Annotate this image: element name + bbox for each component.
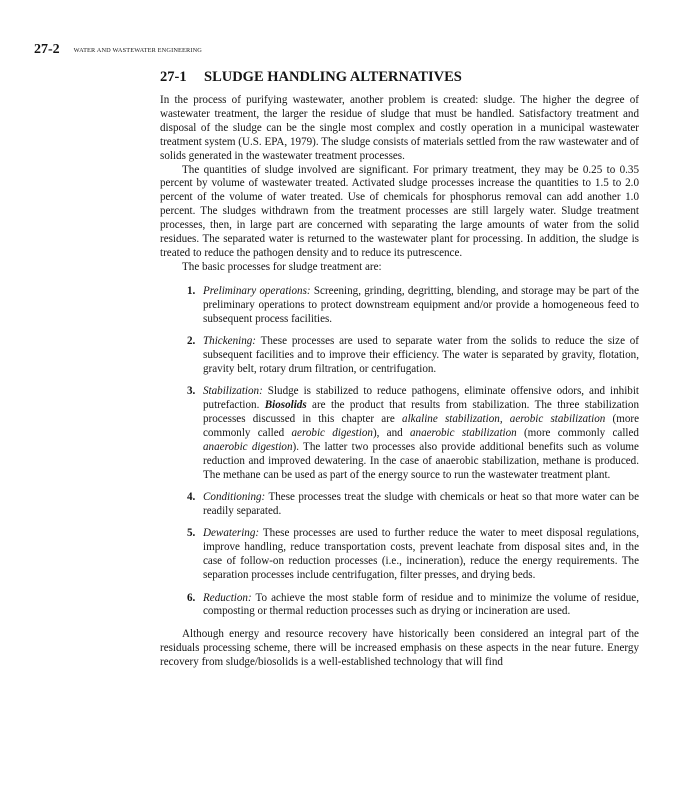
paragraph-intro: In the process of purifying wastewater, another problem is created: sludge. The higher the degree of wastewater treatment, the larger the residue of sludge that must be handled. Satisfactory treatment and disposal of the sludge can be the single most complex and costly operation in a municipal wastewater treatment system (U.S. EPA, 1979). The sludge consists of materials settled from the raw wastewater and of solids generated in the wastewater treatment processes. (160, 94, 639, 162)
list-item-number: 6. (187, 591, 196, 604)
page-number: 27-2 (34, 42, 60, 57)
list-item-term-biosolids: Biosolids (264, 399, 307, 412)
list-item (160, 592, 639, 620)
list-item-term: Thickening: (203, 335, 256, 347)
list-item-text: (more commonly called (203, 413, 639, 439)
section-body (160, 94, 639, 670)
list-item-emphasis: anaerobic digestion (203, 440, 293, 453)
list-item (160, 527, 639, 583)
list-item (160, 285, 639, 327)
list-item-text: Screening, grinding, degritting, blending, and storage may be part of the preliminary operations to protect downstream equipment and/or provide a homogeneous feed to subsequent process facilities. (203, 284, 639, 325)
list-item-number: 1. (187, 284, 196, 297)
running-title: WATER AND WASTEWATER ENGINEERING (73, 47, 203, 54)
list-item (160, 385, 639, 482)
paragraph-quantities: The quantities of sludge involved are significant. For primary treatment, they may be 0.25 to 0.35 percent by volume of wastewater treated. Activated sludge processes increase the quantities to 1.5 to 2.0 percent of the volume of water treated. Use of chemicals for phosphorus removal can add another 1.0 percent. The sludges withdrawn from the treatment processes are still largely water. Sludge treatment processes, then, in large part are concerned with separating the large amounts of water from the solid residues. The separated water is returned to the wastewater plant for processing. In addition, the sludge is treated to reduce the pathogen density and to reduce its putrescence. (160, 163, 639, 259)
process-list (160, 285, 639, 620)
list-item-emphasis: alkaline stabilization, aerobic stabilization (402, 413, 606, 426)
section-27-1 (160, 69, 639, 670)
list-item-number: 4. (187, 491, 196, 504)
list-item-text: These processes are used to separate water from the solids to reduce the size of subsequent facilities and to improve their efficiency. The water is separated by gravity, flotation, gravity belt, rotary drum filtration, or centrifugation. (203, 335, 639, 375)
list-item-text: These processes are used to further reduce the water to meet disposal regulations, improve handling, reduce transportation costs, prevent leachate from disposal sites and, in the case of follow-on reduction processes (i.e., incineration), reduce the energy requirements. The separation processes include centrifugation, filter presses, and drying beds. (203, 527, 639, 582)
list-item-text: ). The latter two processes also provide additional benefits such as volume reduction and improved dewatering. In the case of anaerobic stabilization, methane is produced. The methane can be used as part of the energy source to run the wastewater treatment plant. (203, 440, 639, 481)
list-item-text: These processes treat the sludge with chemicals or heat so that more water can be readily separated. (203, 491, 639, 517)
list-item-number: 5. (187, 527, 196, 540)
section-title: SLUDGE HANDLING ALTERNATIVES (204, 69, 462, 85)
list-item-number: 3. (187, 385, 196, 398)
list-item-term: Reduction: (203, 591, 252, 604)
list-item (160, 335, 639, 377)
list-item-text: (more commonly called (516, 426, 639, 439)
list-item-term: Stabilization: (203, 385, 263, 398)
list-item-emphasis: aerobic digestion (291, 426, 373, 439)
list-item-term: Conditioning: (203, 491, 266, 504)
paragraph-energy-recovery: Although energy and resource recovery have historically been considered an integral part of the residuals processing scheme, there will be increased emphasis on these aspects in the near future. Energy recovery from sludge/biosolids is a well-established technology that will find (160, 627, 639, 668)
list-item-term: Preliminary operations: (203, 284, 311, 297)
list-item-text: Sludge is stabilized to reduce pathogens, eliminate offensive odors, and inhibit putrefaction. (203, 385, 639, 412)
list-item-term: Dewatering: (203, 527, 260, 540)
page-header (34, 40, 202, 58)
section-number: 27-1 (160, 69, 187, 85)
list-item-text: are the product that results from stabilization. The three stabilization processes discussed in this chapter are (203, 399, 639, 426)
paragraph-basic-processes: The basic processes for sludge treatment are: (182, 260, 382, 273)
list-item (160, 491, 639, 519)
section-heading (160, 69, 639, 86)
list-item-text: ), and (372, 426, 410, 439)
list-item-emphasis: anaerobic stabilization (409, 426, 517, 439)
list-item-text: To achieve the most stable form of residue and to minimize the volume of residue, composting or thermal reduction processes such as drying or incineration are used. (203, 591, 639, 618)
list-item-number: 2. (187, 335, 196, 347)
